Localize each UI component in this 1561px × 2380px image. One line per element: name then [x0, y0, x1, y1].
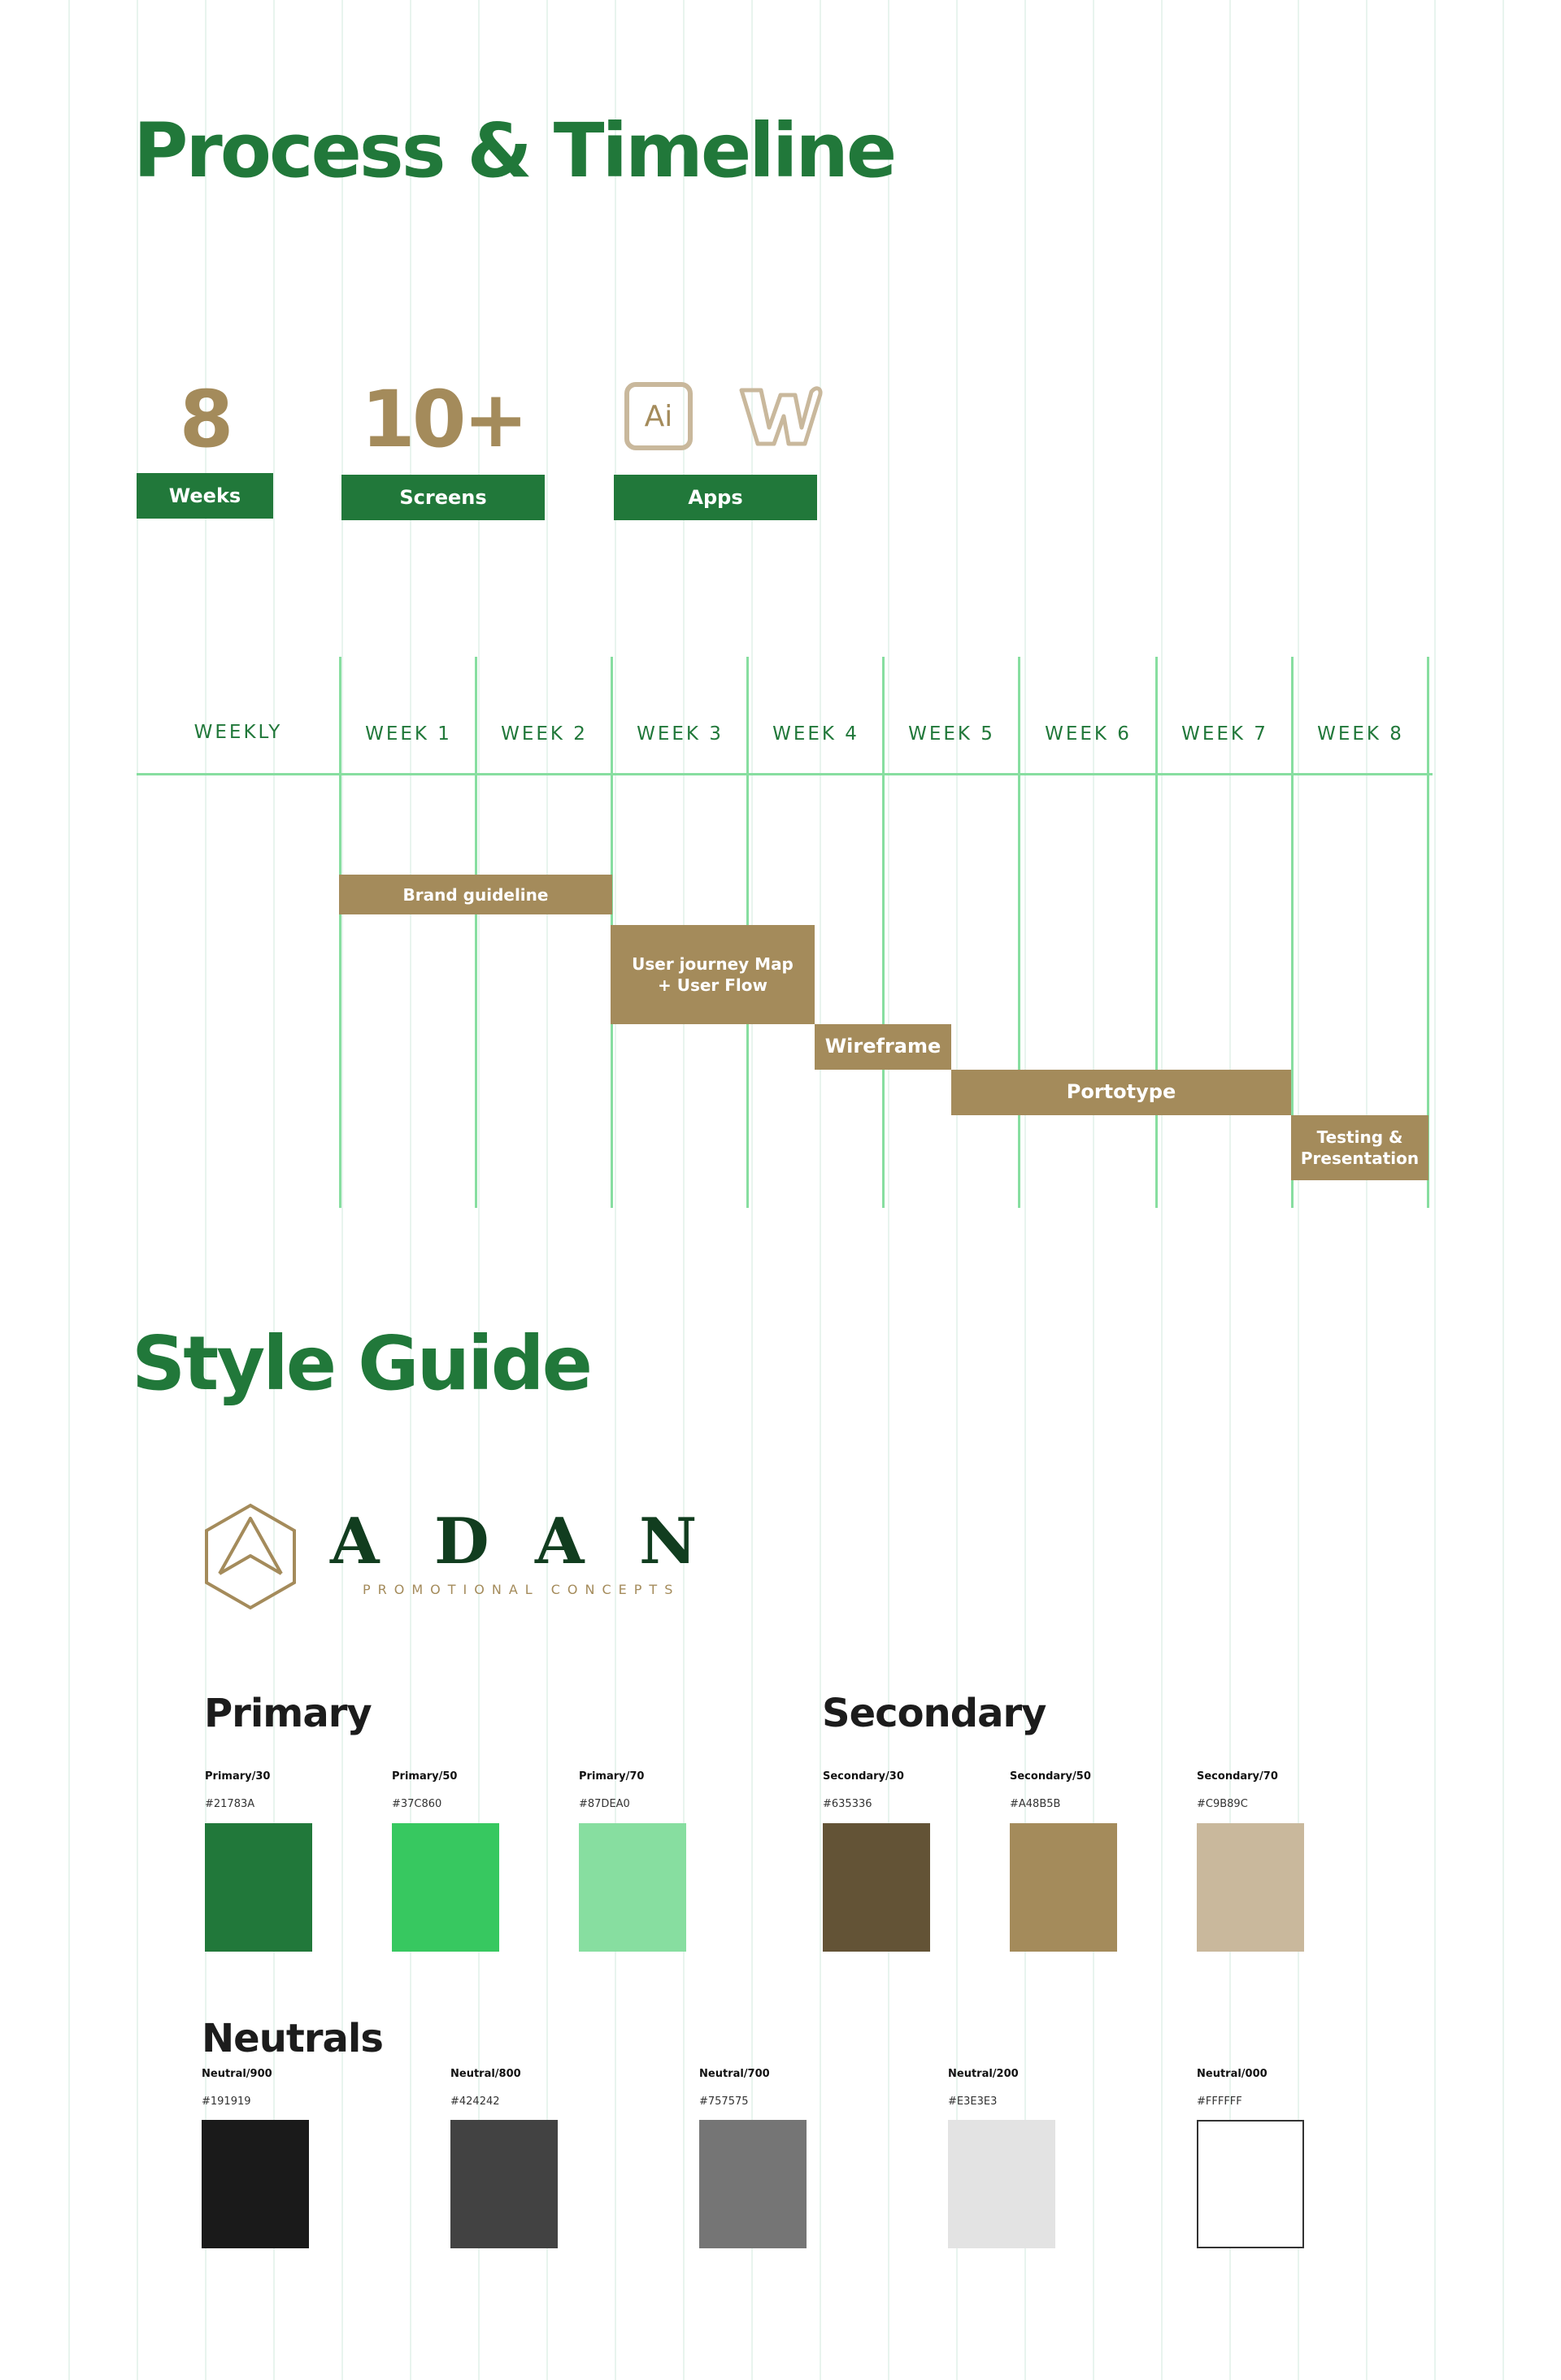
color-swatch: [823, 1823, 930, 1952]
logo-tagline: PROMOTIONAL CONCEPTS: [363, 1582, 680, 1597]
swatch-name: Secondary/70: [1197, 1770, 1278, 1783]
stat-apps-label: Apps: [614, 475, 817, 520]
logo-letter: D: [434, 1505, 489, 1579]
week-1-header: WEEK 1: [365, 723, 452, 745]
swatch-hex: #191919: [202, 2096, 251, 2108]
task-testing-presentation: Testing & Presentation: [1291, 1115, 1428, 1180]
stat-screens-value: 10+: [360, 374, 526, 465]
swatch-name: Primary/50: [392, 1770, 458, 1783]
color-swatch: [699, 2120, 807, 2248]
swatch-hex: #635336: [823, 1798, 872, 1810]
swatch-hex: #37C860: [392, 1798, 442, 1810]
logo-wordmark: [330, 1505, 704, 1579]
task-brand-guideline: Brand guideline: [339, 875, 612, 914]
week-6-header: WEEK 6: [1045, 723, 1132, 745]
swatch-name: Neutral/200: [948, 2068, 1019, 2080]
color-swatch: [392, 1823, 499, 1952]
swatch-name: Neutral/700: [699, 2068, 770, 2080]
week-4-header: WEEK 4: [772, 723, 859, 745]
stat-weeks-value: 8: [179, 374, 231, 465]
color-swatch: [202, 2120, 309, 2248]
color-swatch: [1197, 1823, 1304, 1952]
color-swatch: [948, 2120, 1055, 2248]
logo-letter: A: [330, 1505, 380, 1579]
logo-letter: A: [535, 1505, 585, 1579]
swatch-name: Neutral/900: [202, 2068, 272, 2080]
swatch-name: Primary/70: [579, 1770, 645, 1783]
week-8-header: WEEK 8: [1317, 723, 1404, 745]
week-3-header: WEEK 3: [637, 723, 724, 745]
timeline-header-weekly: WEEKLY: [193, 722, 283, 743]
logo-letter: N: [639, 1505, 698, 1579]
swatch-hex: #FFFFFF: [1197, 2096, 1242, 2108]
stat-weeks-label: Weeks: [137, 473, 273, 519]
color-swatch: [450, 2120, 558, 2248]
task-user-journey: User journey Map + User Flow: [611, 925, 815, 1024]
swatch-name: Neutral/800: [450, 2068, 521, 2080]
ai-icon: Ai: [624, 382, 693, 450]
swatch-hex: #87DEA0: [579, 1798, 630, 1810]
swatch-name: Primary/30: [205, 1770, 271, 1783]
week-7-header: WEEK 7: [1181, 723, 1268, 745]
task-prototype: Portotype: [951, 1070, 1291, 1115]
color-swatch: [1010, 1823, 1117, 1952]
task-wireframe: Wireframe: [815, 1024, 951, 1070]
color-swatch: [579, 1823, 686, 1952]
swatch-name: Neutral/000: [1197, 2068, 1267, 2080]
secondary-title: Secondary: [822, 1691, 1046, 1736]
color-swatch: [205, 1823, 312, 1952]
swatch-name: Secondary/30: [823, 1770, 904, 1783]
stat-screens-label: Screens: [341, 475, 545, 520]
color-swatch: [1197, 2120, 1304, 2248]
swatch-hex: #21783A: [205, 1798, 255, 1810]
swatch-hex: #A48B5B: [1010, 1798, 1061, 1810]
logo-mark-icon: [202, 1502, 299, 1611]
primary-title: Primary: [204, 1691, 372, 1736]
swatch-name: Secondary/50: [1010, 1770, 1091, 1783]
process-title: Process & Timeline: [133, 107, 895, 194]
week-2-header: WEEK 2: [501, 723, 588, 745]
swatch-hex: #757575: [699, 2096, 749, 2108]
neutrals-title: Neutrals: [202, 2016, 383, 2061]
timeline-header-divider: [137, 773, 1433, 775]
swatch-hex: #C9B89C: [1197, 1798, 1248, 1810]
swatch-hex: #E3E3E3: [948, 2096, 998, 2108]
style-guide-title: Style Guide: [132, 1320, 590, 1407]
swatch-hex: #424242: [450, 2096, 500, 2108]
week-5-header: WEEK 5: [908, 723, 995, 745]
webflow-icon: [737, 382, 824, 450]
